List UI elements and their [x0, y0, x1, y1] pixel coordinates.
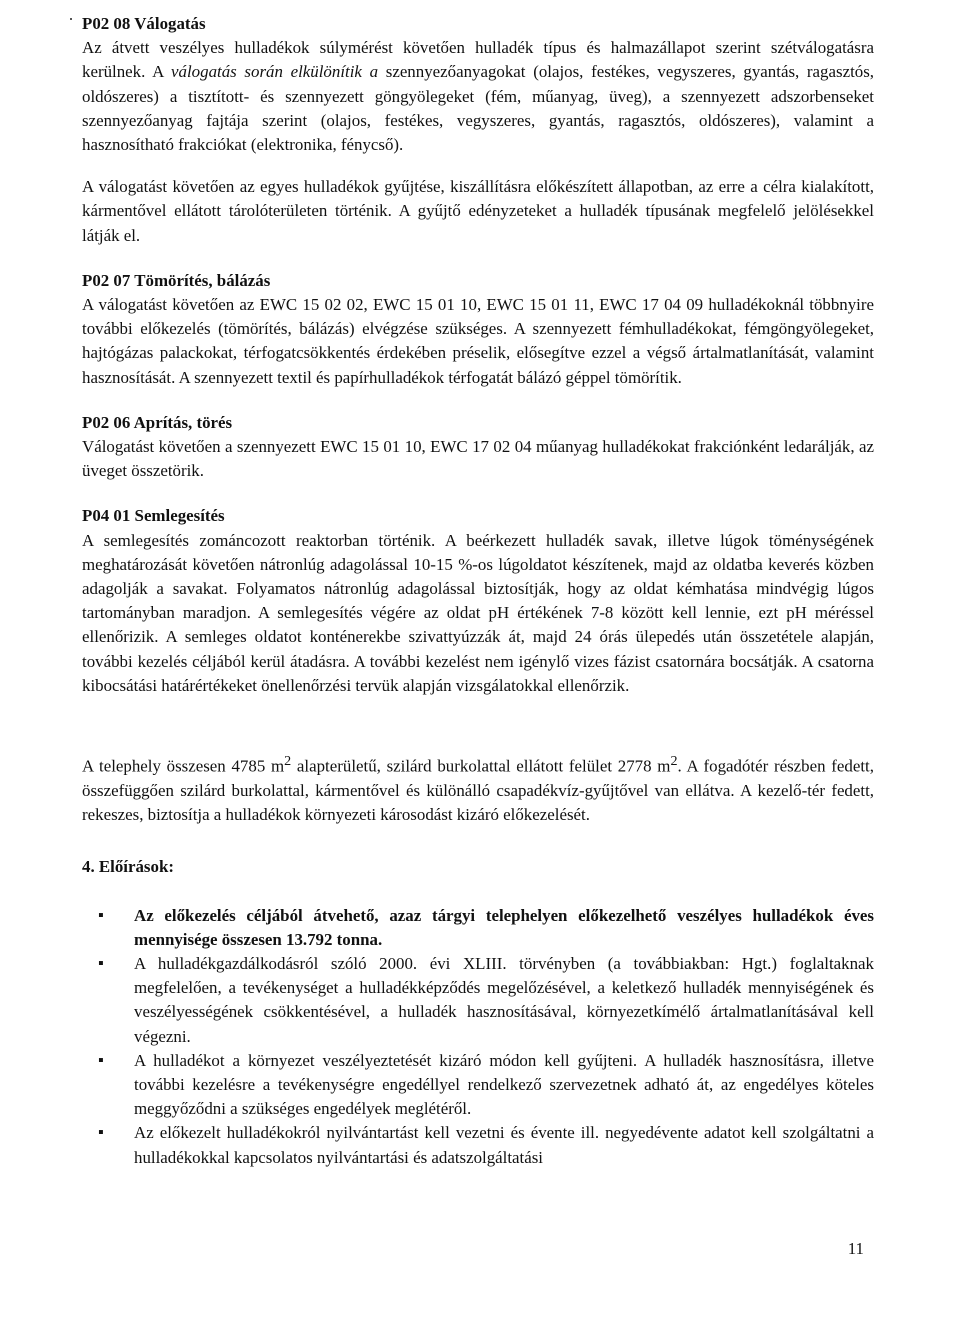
- section-paragraph: Az átvett veszélyes hulladékok súlymérést követően hulladék típus és halmazállapot szerint szétválogatásra kerülnek. A válogatás során elkülönítik a szennyezőanyagokat (olajos, festékes, vegyszeres, gyantás, ragasztós, oldószeres) a tisztított- és szennyezett göngyölegeket (fém, műanyag, üveg), a szennyezett adszorbenseket szennyezőanyag fajtája szerint (olajos, festékes, vegyszeres, gyantás, ragasztós, oldószeres), valamint a hasznosítható frakciókat (elektronika, fénycső).: [82, 38, 875, 155]
- document-page: [82, 12, 874, 1170]
- section-valogatas: [82, 12, 874, 248]
- section-paragraph: Válogatást követően a szennyezett EWC 15 01 10, EWC 17 02 04 műanyag hulladékokat frakciónként ledarálják, az üveget összetörik.: [82, 437, 874, 481]
- section-tomorites: [82, 269, 874, 390]
- section-paragraph: A semlegesítés zománcozott reaktorban történik. A beérkezett hulladék savak, illetve lúgok töménységének meghatározását követően nátronlúg adagolással 10-15 %-os lúgoldatot készítenek, majd az oldatba keverés közben adagolják a savakat. Folyamatos nátronlúg adagolással biztosítják, hogy az oldat kémhatása mindvégig lúgos tartományban maradjon. A semlegesítés végére az oldat pH értékének 7-8 között kell lennie, ezt pH méréssel ellenőrizik. A semleges oldatot konténerekbe szivattyúzzák át, majd 24 órás ülepedés után összetétele alapján, további kezelés céljából kerül átadásra. A további kezelést nem igénylő vizes fázist csatornára bocsátják. A csatorna kibocsátási határértékeket önellenőrzési tervük alapján vizsgálatokkal ellenőrzik.: [82, 530, 874, 695]
- section-apritas: [82, 411, 874, 484]
- rules-list: [82, 904, 874, 1170]
- section-heading: P02 07 Tömörítés, bálázás: [82, 270, 271, 290]
- rules-title: 4. Előírások:: [82, 857, 174, 877]
- list-item: ▪ Az előkezelt hulladékokról nyilvántartást kell vezetni és évente ill. negyedévente adatot kell szolgáltatni a hulladékokkal kapcsolatos nyilvántartási és adatszolgáltatási: [134, 1121, 874, 1169]
- list-item: ▪ A hulladékot a környezet veszélyeztetését kizáró módon kell gyűjteni. A hulladék hasznosításra, illetve további kezelésre a tevékenységre engedéllyel rendelkező szervezetnek adható át, az engedélyes köteles meggyőződni a szükséges engedélyek meglétéről.: [134, 1049, 874, 1122]
- section-heading: P02 08 Válogatás: [82, 14, 206, 33]
- page-number: 11: [847, 1239, 864, 1258]
- scan-speck: [70, 18, 72, 20]
- section-heading: P04 01 Semlegesítés: [82, 506, 225, 526]
- section-paragraph: A válogatást követően az EWC 15 02 02, EWC 15 01 10, EWC 15 01 11, EWC 17 04 09 hulladékoknál többnyire további előkezelés (tömörítés, bálázás) elvégzése szükséges. A szennyezett fémhulladékokat, fémgöngyölegeket, hajtógázas palackokat, térfogatcsökkentés érdekében préselik, elősegítve ezzel a végső ártalmatlanítását, valamint hasznosítását. A szennyezett textil és papírhulladékok térfogatát bálázó géppel tömörítik.: [82, 295, 874, 387]
- list-item: ▪ A hulladékgazdálkodásról szóló 2000. évi XLIII. törvényben (a továbbiakban: Hgt.) foglaltaknak megfelelően, a tevékenységet a hulladékképződés megelőzésével, a keletkező hulladék mennyiségének és veszélyességének csökkentésével, a hulladék hasznosításával, környezetkímélő ártalmatlanításával kell végezni.: [134, 952, 874, 1049]
- section-semlegesites: [82, 504, 874, 698]
- section-paragraph: A válogatást követően az egyes hulladékok gyűjtése, kiszállításra előkészített állapotban, az erre a célra kialakított, kármentővel ellátott tárolóterületen történik. A gyűjtő edényzeteket a hulladék típusának megfelelő jelölésekkel látják el.: [82, 177, 874, 245]
- site-paragraph: A telephely összesen 4785 $m^2$ alapterületű, szilárd burkolattal ellátott felület 2778 $m^2$. A fogadótér részben fedett, összefüggően szilárd burkolattal, kármentővel és különálló csapadékvíz-gyűjtővel van ellátva. A kezelő-tér fedett, rekeszes, biztosítja a hulladékok környezeti károsodást kizáró előkezelését.: [82, 753, 874, 825]
- list-item: ▪ Az előkezelés céljából átvehető, azaz tárgyi telephelyen előkezelhető veszélyes hulladékok éves mennyisége összesen 13.792 tonna.: [134, 904, 874, 952]
- section-heading: P02 06 Aprítás, törés: [82, 412, 233, 432]
